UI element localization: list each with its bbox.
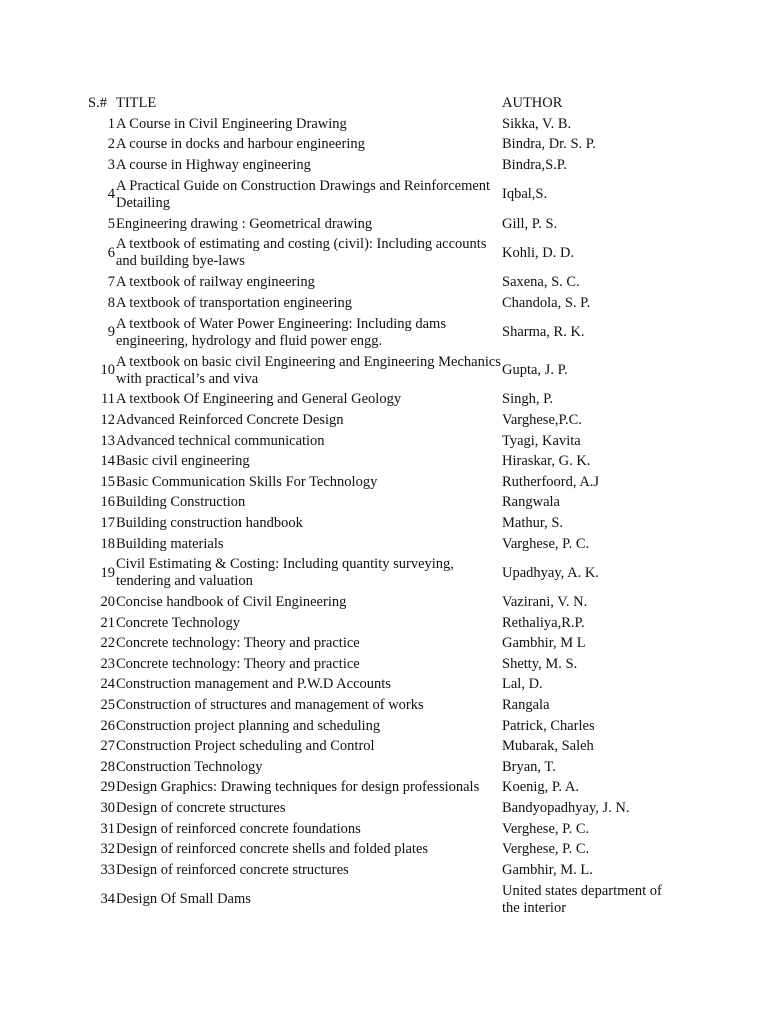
row-title: A course in Highway engineering	[116, 156, 311, 173]
row-title: Concrete Technology	[116, 614, 240, 631]
row-author: Gambhir, M. L.	[502, 861, 593, 878]
row-author: Varghese,P.C.	[502, 411, 582, 428]
row-title: A textbook of Water Power Engineering: Including dams engineering, hydrology and fluid power engg.	[116, 315, 446, 349]
table-row	[88, 757, 677, 778]
table-row	[88, 176, 677, 214]
row-author: Verghese, P. C.	[502, 841, 590, 858]
table-row	[88, 272, 677, 293]
row-author: Upadhyay, A. K.	[502, 564, 599, 581]
row-number: 12	[100, 411, 115, 428]
row-number: 28	[100, 758, 115, 775]
row-title: Building materials	[116, 535, 224, 552]
table-header-row	[88, 93, 677, 114]
row-number: 32	[100, 841, 115, 858]
table-row	[88, 214, 677, 235]
row-author: Verghese, P. C.	[502, 820, 590, 837]
row-title: A textbook on basic civil Engineering and Engineering Mechanics with practical’s and viva	[116, 353, 501, 387]
row-author: Vazirani, V. N.	[502, 594, 588, 611]
table-row	[88, 293, 677, 314]
row-number: 1	[107, 115, 115, 132]
table-row	[88, 554, 677, 592]
row-author: Bryan, T.	[502, 758, 556, 775]
table-row	[88, 431, 677, 452]
row-number: 33	[100, 861, 115, 878]
table-row	[88, 860, 677, 881]
row-title: Advanced Reinforced Concrete Design	[116, 411, 344, 428]
table-row	[88, 135, 677, 156]
row-number: 29	[100, 779, 115, 796]
row-author: Hiraskar, G. K.	[502, 453, 591, 470]
row-title: A textbook of estimating and costing (civil): Including accounts and building bye-laws	[116, 236, 487, 270]
table-row	[88, 613, 677, 634]
row-title: Construction project planning and scheduling	[116, 717, 381, 734]
row-author: Varghese, P. C.	[502, 535, 590, 552]
row-title: Engineering drawing : Geometrical drawing	[116, 215, 373, 232]
row-author: Gambhir, M L	[502, 635, 586, 652]
row-title: Construction Project scheduling and Control	[116, 738, 375, 755]
row-title: Design Graphics: Drawing techniques for design professionals	[116, 779, 480, 796]
row-title: Design of reinforced concrete foundations	[116, 820, 361, 837]
table-row	[88, 654, 677, 675]
row-author: Gupta, J. P.	[502, 362, 568, 379]
row-number: 24	[100, 676, 115, 693]
row-number: 3	[107, 156, 115, 173]
row-author: Tyagi, Kavita	[502, 432, 581, 449]
row-author: Saxena, S. C.	[502, 274, 580, 291]
row-author: Kohli, D. D.	[502, 244, 575, 261]
row-title: Design of reinforced concrete shells and folded plates	[116, 841, 429, 858]
row-number: 22	[100, 635, 115, 652]
table-body	[88, 93, 677, 919]
table-row	[88, 390, 677, 411]
row-author: Lal, D.	[502, 676, 543, 693]
table-row	[88, 736, 677, 757]
header-author: AUTHOR	[502, 95, 563, 111]
row-number: 15	[100, 473, 115, 490]
table-row	[88, 675, 677, 696]
row-number: 25	[100, 697, 115, 714]
row-author: United states department of the interior	[502, 882, 662, 916]
header-title: TITLE	[116, 95, 157, 111]
row-title: A textbook of transportation engineering	[116, 294, 352, 311]
row-number: 6	[107, 244, 115, 261]
row-number: 31	[100, 820, 115, 837]
table-row	[88, 472, 677, 493]
row-title: Construction of structures and management of works	[116, 697, 424, 714]
row-title: Concise handbook of Civil Engineering	[116, 594, 347, 611]
row-title: Construction management and P.W.D Accounts	[116, 676, 391, 693]
table-row	[88, 493, 677, 514]
row-author: Bandyopadhyay, J. N.	[502, 800, 630, 817]
table-row	[88, 634, 677, 655]
row-author: Iqbal,S.	[502, 186, 548, 203]
row-number: 34	[100, 891, 115, 908]
row-title: Advanced technical communication	[116, 432, 325, 449]
row-author: Mathur, S.	[502, 514, 564, 531]
row-title: Construction Technology	[116, 758, 263, 775]
row-title: Civil Estimating & Costing: Including quantity surveying, tendering and valuation	[116, 556, 454, 590]
row-number: 2	[107, 136, 115, 153]
row-author: Bindra,S.P.	[502, 156, 567, 173]
row-author: Rutherfoord, A.J	[502, 473, 600, 490]
row-author: Sikka, V. B.	[502, 115, 572, 132]
row-number: 30	[100, 800, 115, 817]
row-author: Sharma, R. K.	[502, 324, 585, 341]
row-author: Rethaliya,R.P.	[502, 614, 585, 631]
row-author: Rangwala	[502, 494, 560, 511]
row-title: Basic Communication Skills For Technology	[116, 473, 378, 490]
row-title: Design of reinforced concrete structures	[116, 861, 349, 878]
table-row	[88, 352, 677, 390]
row-number: 18	[100, 535, 115, 552]
row-author: Bindra, Dr. S. P.	[502, 136, 596, 153]
row-number: 10	[100, 362, 115, 379]
row-title: A textbook of railway engineering	[116, 274, 315, 291]
table-row	[88, 819, 677, 840]
row-author: Rangala	[502, 697, 550, 714]
row-number: 8	[107, 294, 115, 311]
row-number: 14	[100, 453, 115, 470]
row-number: 21	[100, 614, 115, 631]
row-author: Mubarak, Saleh	[502, 738, 594, 755]
table-row	[88, 695, 677, 716]
row-number: 5	[107, 215, 115, 232]
table-row	[88, 839, 677, 860]
table-row	[88, 716, 677, 737]
row-number: 17	[100, 514, 115, 531]
row-number: 27	[100, 738, 115, 755]
table-row	[88, 314, 677, 352]
row-number: 7	[107, 274, 115, 291]
row-title: A textbook Of Engineering and General Geology	[116, 391, 402, 408]
row-number: 20	[100, 594, 115, 611]
row-number: 13	[100, 432, 115, 449]
row-title: Concrete technology: Theory and practice	[116, 655, 360, 672]
row-number: 9	[107, 324, 115, 341]
table-row	[88, 798, 677, 819]
row-number: 26	[100, 717, 115, 734]
row-title: A course in docks and harbour engineering	[116, 136, 365, 153]
row-author: Chandola, S. P.	[502, 294, 591, 311]
row-author: Singh, P.	[502, 391, 554, 408]
row-number: 16	[100, 494, 115, 511]
table-row	[88, 881, 677, 919]
table-row	[88, 234, 677, 272]
row-author: Gill, P. S.	[502, 215, 558, 232]
header-sn: S.#	[88, 95, 107, 111]
table-row	[88, 592, 677, 613]
row-title: A Course in Civil Engineering Drawing	[116, 115, 347, 132]
row-number: 4	[107, 186, 115, 203]
row-title: A Practical Guide on Construction Drawings and Reinforcement Detailing	[116, 177, 491, 211]
row-number: 11	[101, 391, 115, 408]
row-title: Design of concrete structures	[116, 800, 286, 817]
row-title: Design Of Small Dams	[116, 891, 251, 908]
table-row	[88, 778, 677, 799]
row-author: Patrick, Charles	[502, 717, 595, 734]
table-row	[88, 410, 677, 431]
row-number: 19	[100, 564, 115, 581]
table-row	[88, 155, 677, 176]
book-list-table	[88, 93, 677, 919]
table-row	[88, 534, 677, 555]
row-author: Koenig, P. A.	[502, 779, 579, 796]
table-row	[88, 114, 677, 135]
table-row	[88, 513, 677, 534]
row-number: 23	[100, 655, 115, 672]
row-title: Concrete technology: Theory and practice	[116, 635, 360, 652]
row-title: Building construction handbook	[116, 514, 303, 531]
row-title: Building Construction	[116, 494, 246, 511]
row-author: Shetty, M. S.	[502, 655, 578, 672]
table-row	[88, 451, 677, 472]
row-title: Basic civil engineering	[116, 453, 250, 470]
